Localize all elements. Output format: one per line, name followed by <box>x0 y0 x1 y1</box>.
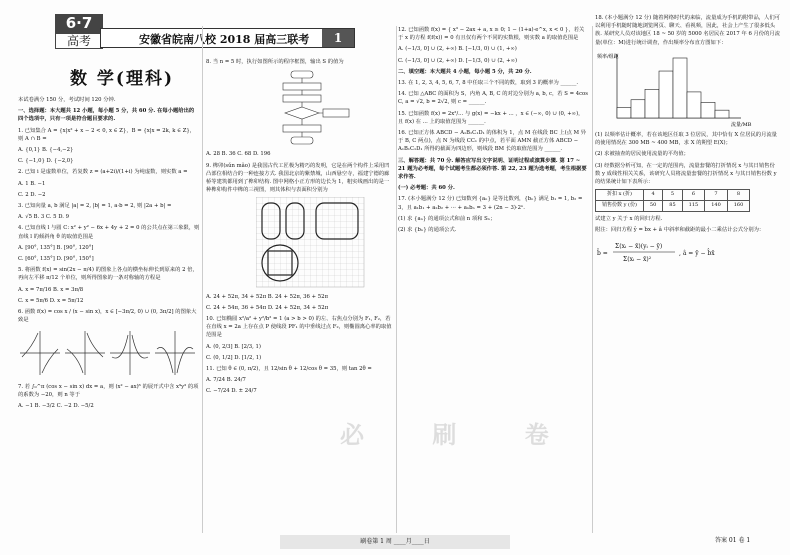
three-view-figure <box>256 197 366 289</box>
histogram-xlabel: 流量/MB <box>731 121 752 128</box>
options: C. {−1,0} D. {−2,0} <box>18 158 74 165</box>
question-16: 16. 已知正方体 ABCD − A₁B₁C₁D₁ 的体积为 1，点 M 在线段 BC 上(点 M 异于 B, C 两点)，点 N 为线段 CC₁ 的中点，若平面 AMN 截正方体 ABCD − A₁B₁C₁D₁ 所得的截面为四边形，则线段 BM 长的取值范围为 ______. <box>398 130 587 153</box>
svg-text:Σ(xᵢ − x̄)²: Σ(xᵢ − x̄)² <box>623 256 652 264</box>
table-cell: 140 <box>705 200 728 211</box>
formula-note: 附注：回归方程 ŷ = b̂x + â 中斜率和截距的最小二乘估计公式分别为： <box>595 226 765 233</box>
question-11: 11. 已知 θ ∈ (0, π/2)，且 12/sin θ + 12/cos θ = 35，则 tan 2θ = <box>206 366 372 373</box>
options: A. −1 B. −3/2 C. −2 D. −5/2 <box>18 403 94 410</box>
options: A. (0, 2/3] B. [2/3, 1) <box>206 343 261 350</box>
options: C. −7/24 D. ± 24/7 <box>206 388 257 395</box>
table-cell: 6 <box>682 190 705 201</box>
table-cell: 50 <box>643 200 662 211</box>
section-heading: (一) 必考题：共 60 分. <box>398 185 455 192</box>
footer-bar: 刷卷第 1 周 ____月____日 <box>280 535 510 549</box>
question-10: 10. 已知椭圆 x²/a² + y²/b² = 1 (a > b > 0) 的左、右焦点分别为 F₁, F₂，若在直线 x = 2a 上存在点 P 使线段 PF₁ 的中垂线过点 F₂，则椭圆离心率的取值范围是 <box>206 316 392 339</box>
column-divider <box>592 26 593 533</box>
question-2: 2. 已知 i 是虚数单位，若复数 z = (a+2i)/(1+i) 为纯虚数，则实数 a = <box>18 169 188 176</box>
options: A. x = 7π/16 B. x = 3π/8 <box>18 286 84 293</box>
subject-title: 数 学(理科) <box>70 69 175 89</box>
options: C. 24 + 54π, 36 + 54π D. 24 + 52π, 34 + 52π <box>206 304 329 311</box>
exam-header <box>100 28 355 48</box>
table-cell: 5 <box>663 190 682 201</box>
question-13: 13. 在 1, 2, 3, 4, 5, 6, 7, 8 中任取三个不同的数，取到 3 的概率为 ______. <box>398 80 579 87</box>
exam-title: 安徽省皖南八校 2018 届高三联考 <box>139 33 310 46</box>
question-9: 9. 榫卯(sǔn mǎo) 是我国古代工匠极为精巧的发明，它是在两个构件上采用凹凸部位相结合的一种连接方式. 我国北京的紫禁城，山西悬空寺，福建宁德的廊桥等建筑都用到了榫卯结构. 图中网格小正方形的边长为 1，粗实线画出的是一种榫卯构件中榫的三视图，则其体积与表面积分别为 <box>206 162 390 194</box>
column-2 <box>206 58 394 399</box>
watermark: 必 刷 卷 <box>340 420 579 449</box>
svg-text:, â = ȳ − b̂x̄.: , â = ȳ − b̂x̄. <box>679 250 715 258</box>
table-cell: 115 <box>682 200 705 211</box>
options: A. 24 + 52π, 34 + 52π B. 24 + 52π, 36 + 52π <box>206 293 328 300</box>
footer-page-label: 答案 01 卷 1 <box>715 537 751 544</box>
column-4 <box>595 14 780 270</box>
column-3 <box>398 26 588 237</box>
histogram-bar <box>645 89 659 118</box>
question-8: 8. 当 n = 5 时，执行如图所示的程序框图，输出 S 的值为 <box>206 59 344 65</box>
data-table <box>595 189 750 212</box>
table-cell: 销售份数 y (份) <box>596 200 644 211</box>
question-15: 15. 已知函数 f(x) = 2x²/... 与 g(x) = −kx + ... ，x ∈ (−∞, 0) ∪ (0, +∞)，且 f(x) 在 ... 上的取值范围为 ______. <box>398 110 584 125</box>
section-heading: 三、解答题：共 70 分. 解答应写出文字说明、证明过程或演算步骤. 第 17 ~ 21 题为必考题，每个试题考生都必须作答. 第 22, 23 题为选考题，考生根据要求作答. <box>398 157 587 181</box>
flowchart-figure <box>261 69 351 147</box>
options: C. (0, 1/2] D. [1/2, 1) <box>206 354 262 361</box>
histogram-bar <box>687 92 701 118</box>
section-heading: 二、填空题：本大题共 4 小题，每小题 5 分，共 20 分. <box>398 68 532 75</box>
function-graphs-figure <box>18 327 198 379</box>
histogram-chart <box>595 50 775 128</box>
options: A. 28 B. 36 C. 68 D. 196 <box>206 151 271 158</box>
question-6: 6. 函数 f(x) = cos x / (x − sin x)，x ∈ [−3π/2, 0) ∪ (0, 3π/2] 的图象大致是 <box>18 309 197 324</box>
table-cell: 4 <box>643 190 662 201</box>
section-heading: 四个选项中，只有一项是符合题目要求的. <box>18 116 116 123</box>
table-cell: 85 <box>663 200 682 211</box>
options: C. [60°, 135°] D. [90°, 150°] <box>18 256 94 263</box>
options: A. √5 B. 3 C. 5 D. 9 <box>18 214 70 221</box>
question-12: 12. 已知函数 f(x) = { x³ − 2ax + a, x ≥ 0; 1 − (1+a)·e^x, x < 0 }，若关于 x 的方程 f(f(x)) = 0 有且仅有两个不同的实数根，则实数 a 的取值范围是 <box>398 27 585 42</box>
histogram-bar <box>701 102 715 118</box>
logo-top: 6·7 <box>55 14 103 33</box>
table-cell: 7 <box>705 190 728 201</box>
exam-number: 1 <box>322 29 354 47</box>
options: C. (−1/3, 0] ∪ (2, +∞) D. [−1/3, 0) ∪ (2, +∞) <box>398 57 518 64</box>
histogram-bar <box>715 110 729 118</box>
intro: 本试卷满分 150 分，考试时间 120 分钟. <box>18 97 116 103</box>
options: C. 2 D. −2 <box>18 191 46 198</box>
question-5: 5. 将函数 f(x) = sin(2x − π/4) 的图象上各点的横坐标伸长到原来的 2 倍，再向左平移 π/12 个单位，则所得图象的一条对称轴的方程是 <box>18 267 198 282</box>
histogram-bar <box>617 107 631 117</box>
question-17: 17. (本小题满分 12 分) 已知数列 {aₙ} 是等比数列，{bₙ} 满足 b₁ = 1, b₂ = 3，且 a₁b₁ + a₂b₂ + ··· + aₙbₙ = 3 + (2n − 3)·2ⁿ. <box>398 196 583 211</box>
question-14: 14. 已知 △ABC 的面积为 S，内角 A, B, C 的对边分别为 a, b, c，若 S = 4cos C, a = √2, b = 2√2, 则 c = ______. <box>398 91 588 106</box>
options: C. x = 5π/6 D. x = 5π/12 <box>18 297 84 304</box>
question-7: 7. 若 ∫₀^π (cos x − sin x) dx = a，则 (x² − ax)⁶ 的展开式中含 x⁹y³ 的项的系数为 −20，则 n 等于 <box>18 383 199 398</box>
histogram-ylabel: 频率/组距 <box>597 53 619 60</box>
options: A. 1 B. −1 <box>18 180 46 187</box>
table-row <box>596 200 750 211</box>
question-4: 4. 已知直线 l 与圆 C: x² + y² − 6x + 4y + 2 = 0 的公共点在第三象限，则直线 l 的倾斜角 θ 的取值范围是 <box>18 225 200 240</box>
question-18-part: (2) 求被抽查的居民使用流量的平均值； <box>595 151 689 158</box>
question-17-part: (1) 求 {aₙ} 的通项公式和前 n 项和 Sₙ； <box>398 215 496 222</box>
question-18-part: (1) 以频率估计概率，若在该地区任取 3 位居民，其中恰有 X 位居民的月流量的使用情况在 300 MB ~ 400 MB，求 X 的期望 E(X)； <box>595 132 777 147</box>
question-18-part: 试建立 y 关于 x 的回归方程. <box>595 215 663 222</box>
question-18-part: (3) 经数据分析可知，在一定的范围内，流量套餐的打折情况 x 与其日销售份数 y 成线性相关关系，该研究人员将流量套餐的打折情况 x 与其日销售份数 y 的结果统计如下表所示： <box>595 162 777 186</box>
svg-text:b̂ =: b̂ = <box>597 250 608 258</box>
histogram-bar <box>673 58 687 118</box>
column-divider <box>396 26 397 533</box>
column-divider <box>202 26 203 533</box>
section-heading: 一、选择题：本大题共 12 小题，每小题 5 分，共 60 分. 在每小题给出的 <box>18 108 195 115</box>
svg-text:Σ(xᵢ − x̄)(yᵢ − ȳ): Σ(xᵢ − x̄)(yᵢ − ȳ) <box>615 243 663 251</box>
table-cell: 8 <box>727 190 750 201</box>
histogram-bar <box>659 71 673 118</box>
options: A. {0,1} B. {−4,−2} <box>18 147 74 154</box>
options: A. (−1/3, 0] ∪ (2, +∞) B. [−1/3, 0) ∪ (1, +∞) <box>398 46 517 53</box>
question-18: 18. (本小题满分 12 分) 随着网络时代的来临，流量成为手机的附带品，人们可以利用手机随时随地浏览网页、聊天、看视频，因此，社会上产生了很多低头族. 某研究人员对该地区 18 ~ 50 岁的 5000 名居民在 2017 年 6 月份的月流量(单位：M)进行统计调查，作出频率分布直方图如下： <box>595 15 780 46</box>
table-cell: 160 <box>727 200 750 211</box>
logo-bottom: 高考 <box>55 33 103 49</box>
logo <box>55 14 103 50</box>
column-1 <box>18 96 200 413</box>
question-17-part: (2) 求 {bₙ} 的通项公式. <box>398 227 457 234</box>
question-3: 3. 已知向量 a, b 满足 |a| = 2, |b| = 1, a·b = 2, 则 |2a + b| = <box>18 203 172 210</box>
options: A. 7/24 B. 24/7 <box>206 377 246 384</box>
table-row <box>596 190 750 201</box>
table-cell: 折扣 x (折) <box>596 190 644 201</box>
options: A. [90°, 135°] B. [90°, 120°] <box>18 244 94 251</box>
histogram-bar <box>631 100 645 118</box>
question-1: 1. 已知集合 A = {x|x² + x − 2 < 0, x ∈ Z}，B = {x|x = 2k, k ∈ Z}，则 A ∩ B = <box>18 127 196 142</box>
regression-formula <box>595 237 715 267</box>
